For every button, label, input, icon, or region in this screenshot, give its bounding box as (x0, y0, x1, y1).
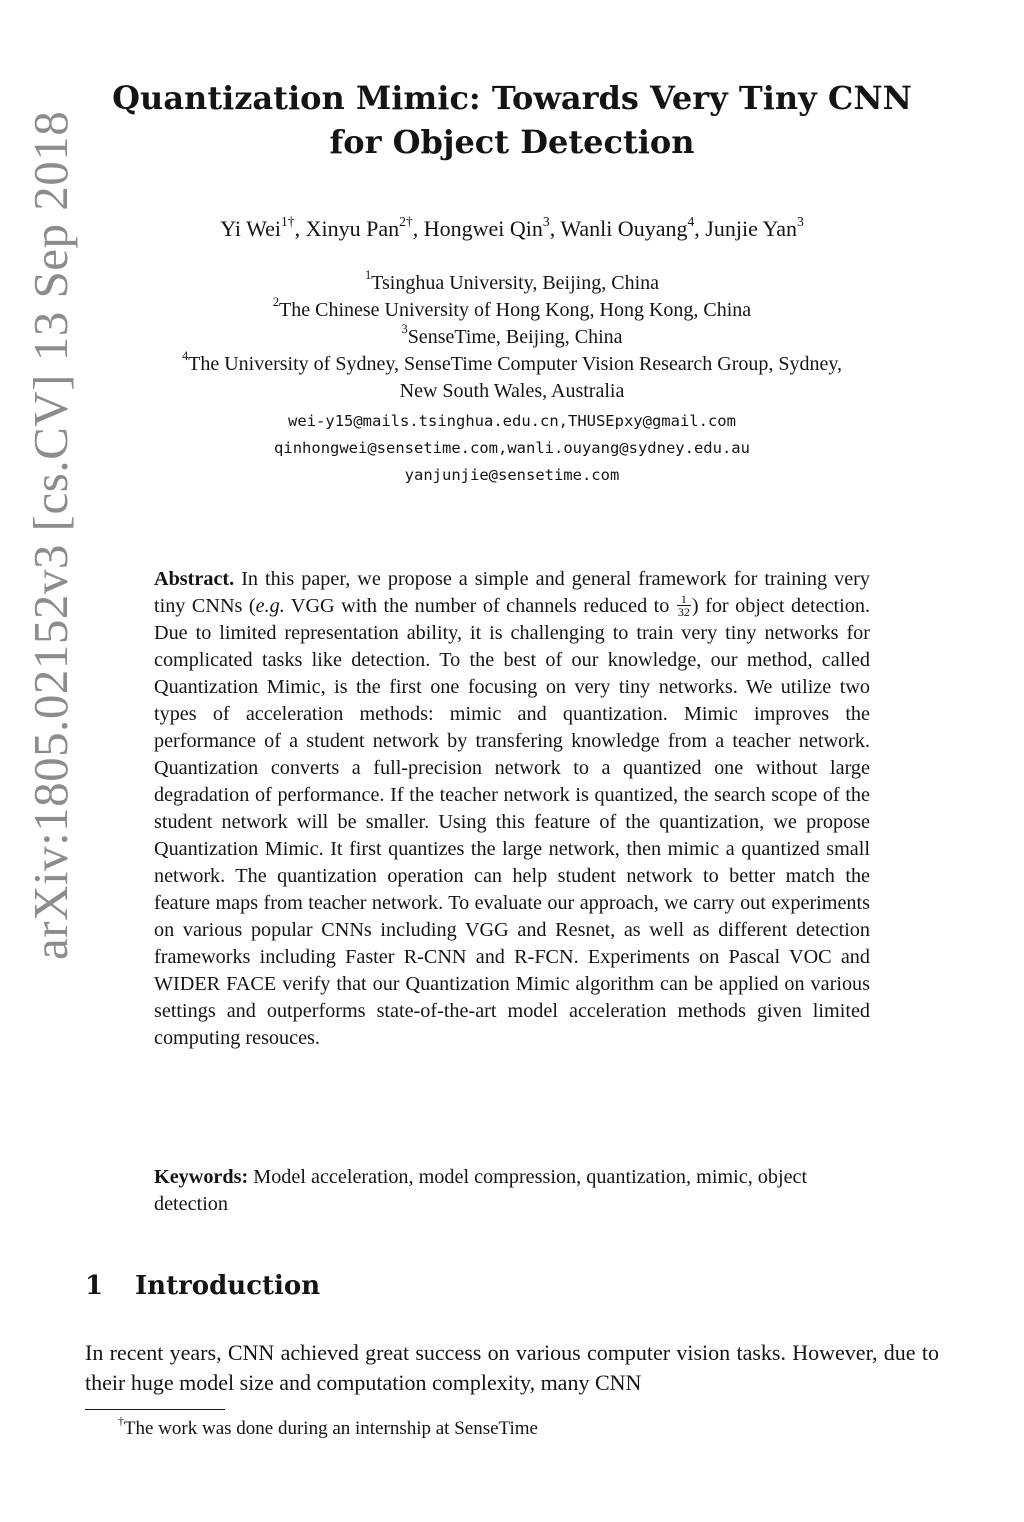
affiliation-mark: 4 (181, 349, 189, 364)
author-separator: , (412, 216, 424, 241)
email-line-2: qinhongwei@sensetime.com,wanli.ouyang@sydney.edu.au (274, 439, 750, 457)
email-list (85, 408, 939, 489)
keywords-text: Model acceleration, model compression, quantization, mimic, object detection (154, 1166, 808, 1215)
author-separator: , (294, 216, 306, 241)
author-name: Wanli Ouyang (560, 216, 688, 241)
abstract (154, 566, 870, 1052)
author-affiliation-mark: 2† (399, 213, 413, 229)
keywords (154, 1164, 870, 1218)
abstract-text-1: In this paper, we propose a simple and general framework for training very tiny CNNs ( (154, 568, 871, 617)
section-heading (85, 1268, 320, 1304)
section-number: 1 (85, 1271, 104, 1301)
affiliation-text: The University of Sydney, SenseTime Computer Vision Research Group, Sydney, (188, 353, 843, 375)
footnote-mark: † (118, 1414, 124, 1428)
affiliation-text: The Chinese University of Hong Kong, Hong Kong, China (279, 299, 752, 321)
affiliation-mark: 1 (364, 268, 372, 283)
author-name: Yi Wei (220, 216, 281, 241)
title-line-2: for Object Detection (329, 123, 695, 161)
abstract-paragraph (154, 566, 870, 1052)
affiliation-mark: 2 (272, 295, 280, 310)
affiliation-3 (85, 324, 939, 351)
footnote-text: The work was done during an internship at SenseTime (123, 1418, 538, 1439)
affiliation-mark: 3 (401, 322, 408, 337)
arxiv-identifier: arXiv:1805.02152v3 [cs.CV] 13 Sep 2018 (23, 110, 78, 960)
affiliation-2 (85, 297, 939, 324)
footnote-divider (85, 1409, 225, 1410)
abstract-text-3: ) for object detection. Due to limited representation ability, it is challenging to train very tiny networks for complicated tasks like detection. To the best of our knowledge, our method, called Quantization Mimic, is the first one focusing on very tiny networks. We utilize two types of acceleration methods: mimic and quantization. Mimic improves the performance of a student network by transfering knowledge from a teacher network. Quantization converts a full-precision network to a quantized one without large degradation of performance. If the teacher network is quantized, the search scope of the student network will be smaller. Using this feature of the quantization, we propose Quantization Mimic. It first quantizes the large network, then mimic a quantized small network. The quantization operation can help student network to better match the feature maps from teacher network. To evaluate our approach, we carry out experiments on various popular CNNs including VGG and Resnet, as well as different detection frameworks including Faster R-CNN and R-FCN. Experiments on Pascal VOC and WIDER FACE verify that our Quantization Mimic algorithm can be applied on various settings and outperforms state-of-the-art model acceleration methods given limited computing resouces. (154, 595, 871, 1049)
author-affiliation-mark: 3 (542, 213, 550, 229)
author-affiliation-mark: 3 (796, 213, 804, 229)
affiliation-4 (85, 351, 939, 378)
section-title: Introduction (135, 1271, 321, 1301)
title-line-1: Quantization Mimic: Towards Very Tiny CNN (112, 79, 912, 117)
fraction-numerator: 1 (677, 593, 691, 606)
affiliation-text: Tsinghua University, Beijing, China (371, 272, 660, 294)
affiliation-text: SenseTime, Beijing, China (407, 326, 623, 348)
intro-paragraph: In recent years, CNN achieved great success on various computer vision tasks. However, due to their huge model size and computation complexity, many CNN (85, 1340, 939, 1395)
affiliation-1 (85, 270, 939, 297)
author-separator: , (694, 216, 706, 241)
email-line-3: yanjunjie@sensetime.com (404, 466, 620, 484)
fraction-denominator: 32 (677, 604, 690, 619)
author-affiliation-mark: 1† (280, 213, 295, 229)
affiliation-4-continued: New South Wales, Australia (399, 380, 625, 402)
abstract-text-2: VGG with the number of channels reduced to (284, 595, 676, 617)
fraction (677, 593, 691, 618)
author-affiliation-mark: 4 (687, 213, 695, 229)
author-name: Hongwei Qin (423, 216, 543, 241)
email-line-1: wei-y15@mails.tsinghua.edu.cn,THUSEpxy@gmail.com (288, 412, 736, 430)
affiliation-list (85, 270, 939, 405)
paper-title (85, 76, 939, 164)
intro-body (85, 1338, 939, 1398)
author-list (85, 214, 939, 244)
abstract-eg: e.g. (255, 595, 285, 617)
author-name: Xinyu Pan (305, 216, 400, 241)
abstract-label: Abstract. (154, 568, 235, 590)
keywords-label: Keywords: (154, 1166, 249, 1188)
footnote (118, 1416, 538, 1442)
author-name: Junjie Yan (705, 216, 797, 241)
author-separator: , (549, 216, 561, 241)
